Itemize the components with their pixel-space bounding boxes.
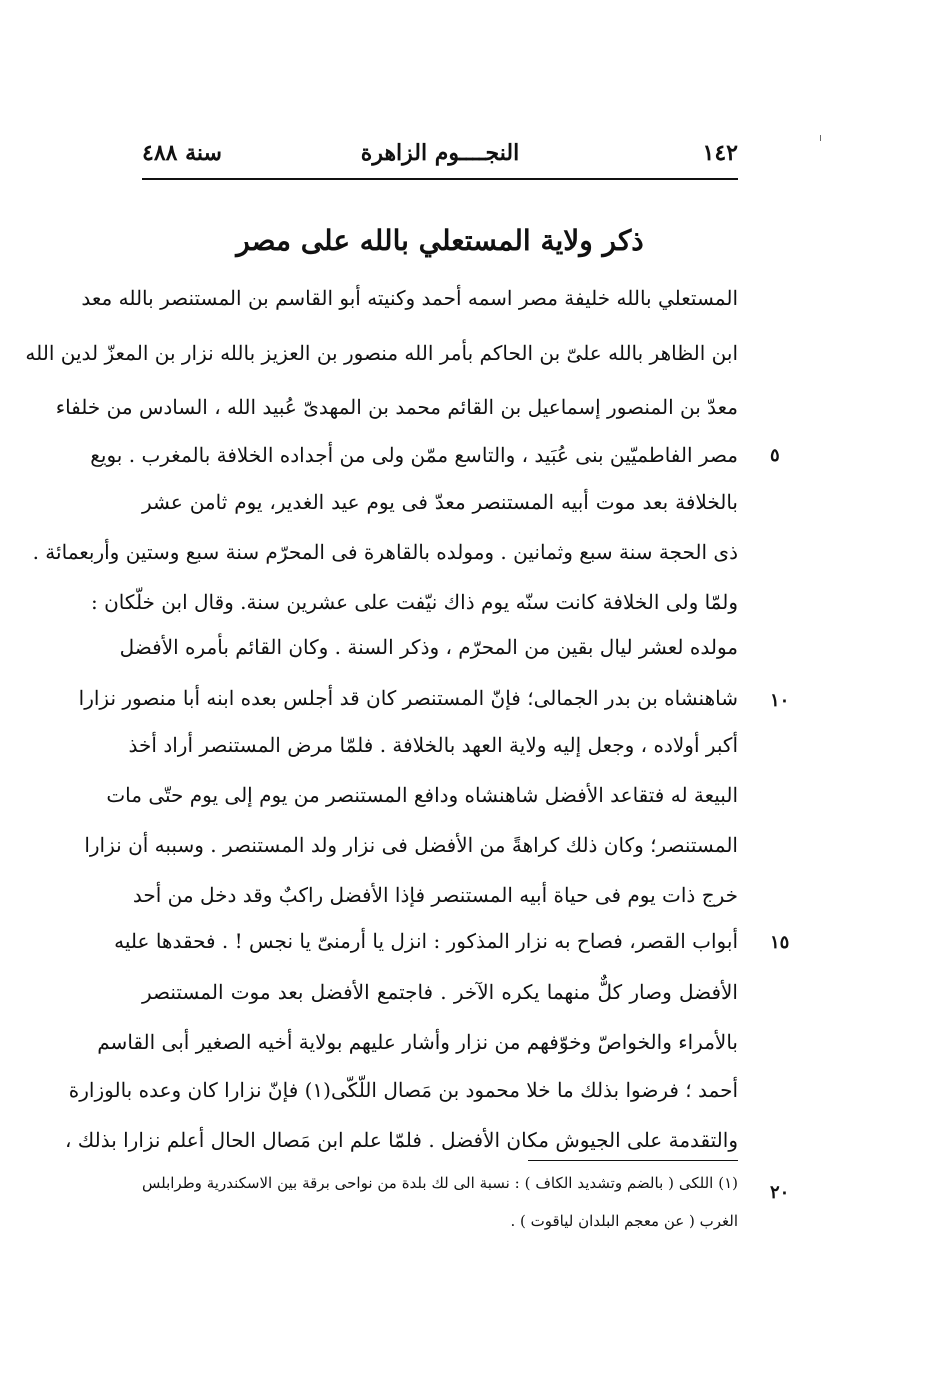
- text-line: بالأمراء والخواصّ وخوّفهم من نزار وأشار عليهم بولاية أخيه الصغير أبى القاسم: [97, 1030, 738, 1054]
- text-line: المستنصر؛ وكان ذلك كراهةً من الأفضل فى نزار ولد المستنصر . وسببه أن نزارا: [84, 833, 738, 857]
- page-mark: [820, 135, 821, 141]
- text-line: مصر الفاطميّين بنى عُبَيد ، والتاسع ممّن ولى من أجداده الخلافة بالمغرب . بويع: [90, 443, 738, 467]
- text-line: شاهنشاه بن بدر الجمالى؛ فإنّ المستنصر كان قد أجلس بعده ابنه أبا منصور نزارا: [78, 686, 738, 710]
- text-line: بالخلافة بعد موت أبيه المستنصر معدّ فى يوم عيد الغدير، يوم ثامن عشر: [142, 490, 738, 514]
- section-title: ذكر ولاية المستعلي بالله على مصر: [236, 224, 644, 257]
- text-line: معدّ بن المنصور إسماعيل بن القائم محمد بن المهدىّ عُبيد الله ، السادس من خلفاء: [55, 395, 738, 419]
- line-marker: ٢٠: [770, 1182, 790, 1203]
- running-header: [142, 140, 738, 174]
- text-line: مولده لعشر ليال بقين من المحرّم ، وذكر السنة . وكان القائم بأمره الأفضل: [119, 635, 738, 659]
- text-line: ابن الظاهر بالله علىّ بن الحاكم بأمر الله منصور بن العزيز بالله نزار بن المعزّ لدين الله: [25, 341, 738, 365]
- year-label: سنة ٤٨٨: [142, 140, 222, 166]
- page-number: ١٤٢: [702, 140, 738, 166]
- text-line: الأفضل وصار كلٌّ منهما يكره الآخر . فاجتمع الأفضل بعد موت المستنصر: [142, 980, 738, 1004]
- header-rule: [142, 178, 738, 180]
- text-line: والتقدمة على الجيوش مكان الأفضل . فلمّا علم ابن مَصال الحال أعلم نزارا بذلك ،: [64, 1128, 738, 1152]
- text-line: أحمد ؛ فرضوا بذلك ما خلا محمود بن مَصال اللّكّى(١) فإنّ نزارا كان وعده بالوزارة: [68, 1078, 738, 1102]
- text-line: أبواب القصر، فصاح به نزار المذكور : انزل يا أرمنىّ يا نجس ! . فحقدها عليه: [114, 929, 738, 953]
- line-marker: ١٥: [770, 932, 790, 953]
- running-title: النجــــوم الزاهرة: [360, 140, 520, 166]
- text-line: أكبر أولاده ، وجعل إليه ولاية العهد بالخلافة . فلمّا مرض المستنصر أراد أخذ: [128, 733, 738, 757]
- footnote-line: (١) اللكى ( بالضم وتشديد الكاف ) : نسبة الى لك بلدة من نواحى برقة بين الاسكندرية وطرابلس: [142, 1174, 738, 1192]
- text-line: خرج ذات يوم فى حياة أبيه المستنصر فإذا الأفضل راكبٌ وقد دخل من أحد: [132, 883, 738, 907]
- text-line: المستعلي بالله خليفة مصر اسمه أحمد وكنيته أبو القاسم بن المستنصر بالله معد: [81, 286, 738, 310]
- line-marker: ١٠: [770, 690, 790, 711]
- line-marker: ٥: [770, 445, 780, 466]
- text-line: البيعة له فتقاعد الأفضل شاهنشاه ودافع المستنصر من يوم إلى يوم حتّى مات: [106, 783, 738, 807]
- footnote-line: الغرب ( عن معجم البلدان لياقوت ) .: [510, 1212, 738, 1230]
- footnote-rule: [528, 1160, 738, 1161]
- text-line: ذى الحجة سنة سبع وثمانين . ومولده بالقاهرة فى المحرّم سنة سبع وستين وأربعمائة .: [32, 540, 738, 564]
- text-line: ولمّا ولى الخلافة كانت سنّه يوم ذاك نيّفت على عشرين سنة. وقال ابن خلّكان :: [91, 590, 738, 614]
